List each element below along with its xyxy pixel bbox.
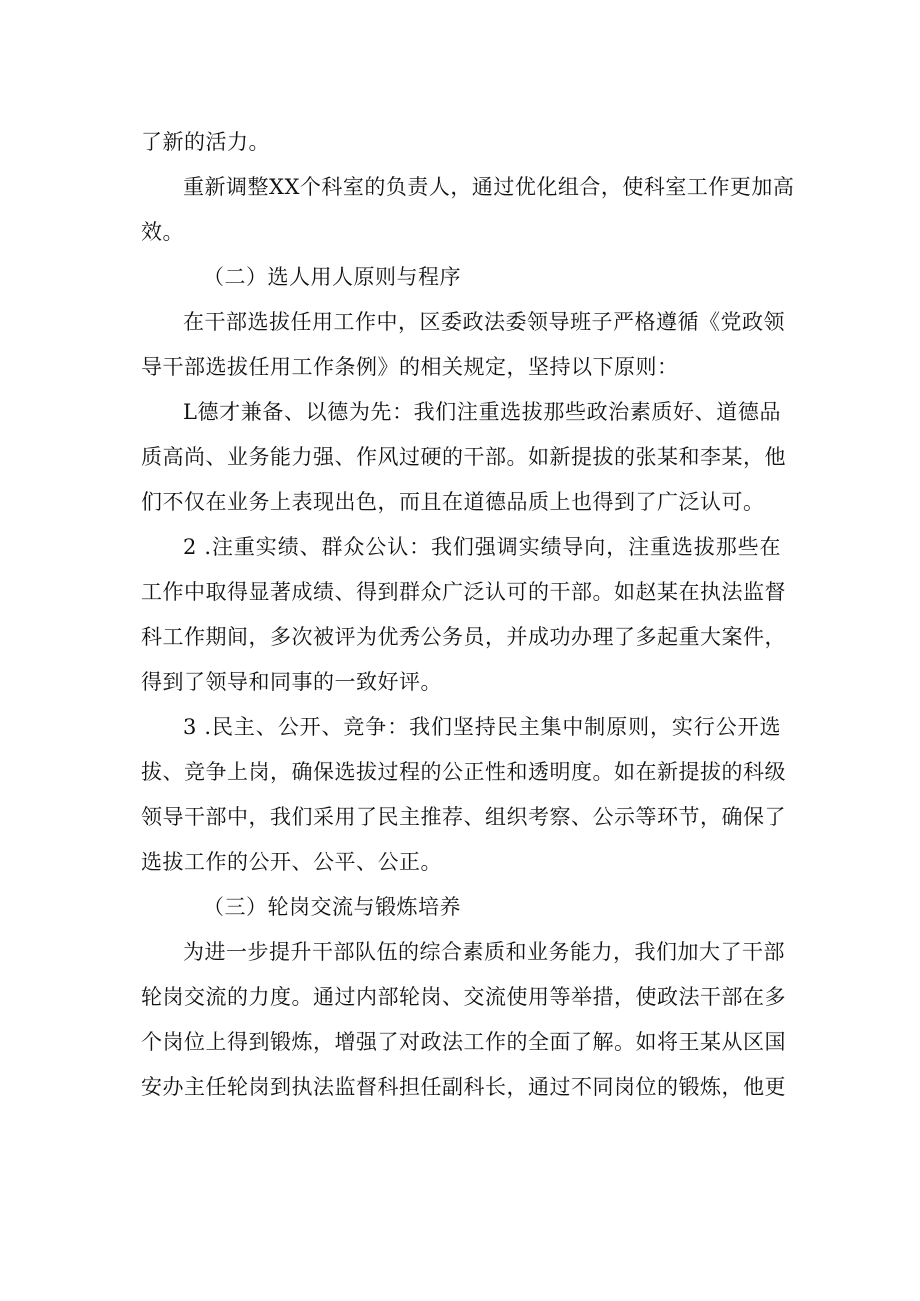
text-line: 效。 — [141, 220, 184, 244]
text-line: 2 .注重实绩、群众公认：我们强调实绩导向，注重选拔那些在 — [183, 535, 781, 559]
document-body — [141, 120, 795, 1110]
text-line: 了新的活力。 — [141, 130, 270, 154]
text-line: 们不仅在业务上表现出色，而且在道德品质上也得到了广泛认可。 — [141, 490, 765, 514]
section-heading: （二）选人用人原则与程序 — [203, 265, 461, 289]
text-line: 为进一步提升干部队伍的综合素质和业务能力，我们加大了干部 — [183, 940, 785, 964]
section-heading: （三）轮岗交流与锻炼培养 — [203, 895, 461, 919]
text-line: 拔、竞争上岗，确保选拔过程的公正性和透明度。如在新提拔的科级 — [141, 760, 786, 784]
text-line: 在干部选拔任用工作中，区委政法委领导班子严格遵循《党政领 — [183, 310, 785, 334]
text-line: 导干部选拔任用工作条例》的相关规定，坚持以下原则： — [141, 355, 679, 379]
text-line: 科工作期间，多次被评为优秀公务员，并成功办理了多起重大案件， — [141, 625, 786, 649]
text-line: L德才兼备、以德为先：我们注重选拔那些政治素质好、道德品 — [183, 400, 781, 424]
text-line: 得到了领导和同事的一致好评。 — [141, 670, 442, 694]
text-line: 选拔工作的公开、公平、公正。 — [141, 850, 442, 874]
text-line: 质高尚、业务能力强、作风过硬的干部。如新提拔的张某和李某，他 — [141, 445, 786, 469]
text-line: 轮岗交流的力度。通过内部轮岗、交流使用等举措，使政法干部在多 — [141, 985, 786, 1009]
text-line: 重新调整XX个科室的负责人，通过优化组合，使科室工作更加高 — [183, 175, 795, 199]
text-line: 工作中取得显著成绩、得到群众广泛认可的干部。如赵某在执法监督 — [141, 580, 786, 604]
text-line: 3 .民主、公开、竞争：我们坚持民主集中制原则，实行公开选 — [183, 715, 781, 739]
text-line: 个岗位上得到锻炼，增强了对政法工作的全面了解。如将王某从区国 — [141, 1030, 786, 1054]
text-line: 安办主任轮岗到执法监督科担任副科长，通过不同岗位的锻炼，他更 — [141, 1075, 786, 1099]
text-line: 领导干部中，我们采用了民主推荐、组织考察、公示等环节，确保了 — [141, 805, 786, 829]
